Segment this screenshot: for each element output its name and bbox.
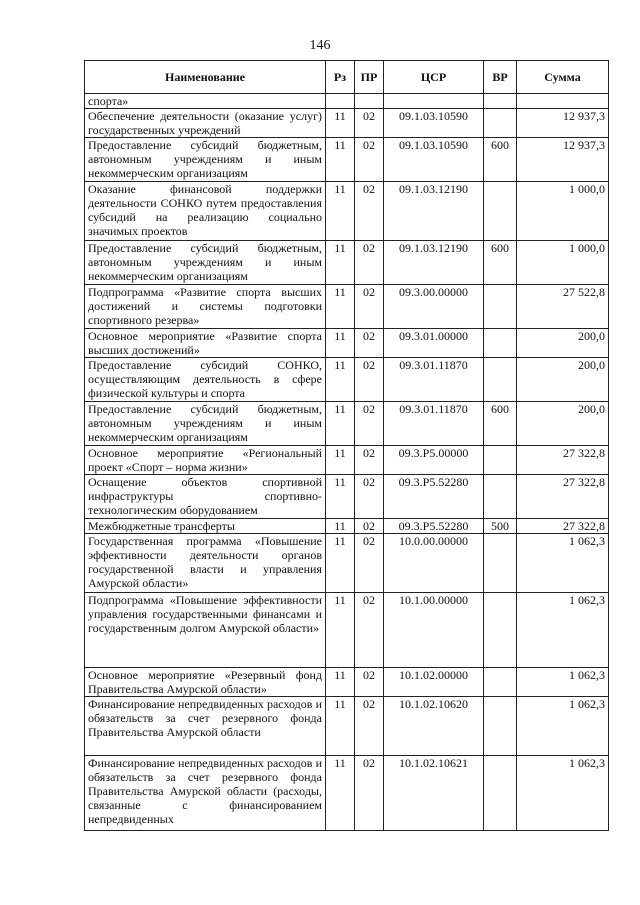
column-header-name: Наименование (85, 61, 326, 94)
row-sum: 12 937,3 (517, 109, 609, 138)
column-header-csr: ЦСР (384, 61, 484, 94)
row-vr (484, 109, 517, 138)
table-row (85, 475, 609, 519)
row-pr: 02 (355, 109, 384, 138)
row-vr (484, 534, 517, 593)
row-pr: 02 (355, 446, 384, 475)
row-rz: 11 (326, 593, 355, 668)
row-sum: 27 522,8 (517, 285, 609, 329)
page-number: 146 (309, 38, 331, 53)
row-pr: 02 (355, 182, 384, 241)
row-pr: 02 (355, 534, 384, 593)
row-name: Предоставление субсидий бюджетным, автономным учреждениям и иным некоммерческим организациям (85, 402, 326, 446)
column-header-pr: ПР (355, 61, 384, 94)
row-name: Финансирование непредвиденных расходов и обязательств за счет резервного фонда Правительства Амурской области (85, 697, 326, 756)
table-row (85, 756, 609, 831)
table-row (85, 182, 609, 241)
row-name: Основное мероприятие «Развитие спорта высших достижений» (85, 329, 326, 358)
row-rz: 11 (326, 402, 355, 446)
table-row (85, 329, 609, 358)
row-vr (484, 94, 517, 109)
row-sum: 1 000,0 (517, 241, 609, 285)
row-pr: 02 (355, 697, 384, 756)
row-name: Подпрограмма «Развитие спорта высших достижений и системы подготовки спортивного резерва» (85, 285, 326, 329)
row-name: Основное мероприятие «Резервный фонд Правительства Амурской области» (85, 668, 326, 697)
row-name: Предоставление субсидий бюджетным, автономным учреждениям и иным некоммерческим организациям (85, 138, 326, 182)
row-csr: 09.1.03.10590 (384, 138, 484, 182)
row-csr: 10.0.00.00000 (384, 534, 484, 593)
row-pr: 02 (355, 329, 384, 358)
row-name: Основное мероприятие «Региональный проект «Спорт – норма жизни» (85, 446, 326, 475)
row-name: Финансирование непредвиденных расходов и обязательств за счет резервного фонда Правительства Амурской области (расходы, связанные с финансированием непредвиденных (85, 756, 326, 831)
row-sum: 1 062,3 (517, 534, 609, 593)
row-vr (484, 593, 517, 668)
row-vr (484, 285, 517, 329)
row-rz: 11 (326, 446, 355, 475)
row-csr: 09.3.01.11870 (384, 402, 484, 446)
row-sum: 27 322,8 (517, 475, 609, 519)
table-row (85, 358, 609, 402)
row-rz: 11 (326, 182, 355, 241)
row-sum: 12 937,3 (517, 138, 609, 182)
row-sum: 1 062,3 (517, 593, 609, 668)
budget-table (84, 60, 609, 831)
row-vr (484, 756, 517, 831)
row-vr (484, 446, 517, 475)
table-row (85, 402, 609, 446)
row-csr: 10.1.02.10620 (384, 697, 484, 756)
row-rz: 11 (326, 138, 355, 182)
row-pr: 02 (355, 519, 384, 534)
row-pr: 02 (355, 138, 384, 182)
row-csr: 10.1.02.00000 (384, 668, 484, 697)
row-rz: 11 (326, 697, 355, 756)
table-row (85, 109, 609, 138)
row-pr: 02 (355, 241, 384, 285)
row-sum: 27 322,8 (517, 446, 609, 475)
row-name: Предоставление субсидий бюджетным, автономным учреждениям и иным некоммерческим организациям (85, 241, 326, 285)
row-rz: 11 (326, 475, 355, 519)
row-vr (484, 668, 517, 697)
row-name: Подпрограмма «Повышение эффективности управления государственными финансами и государственным долгом Амурской области» (85, 593, 326, 668)
row-pr: 02 (355, 593, 384, 668)
row-csr: 09.3.00.00000 (384, 285, 484, 329)
table-row (85, 138, 609, 182)
row-rz: 11 (326, 109, 355, 138)
table-row (85, 593, 609, 668)
row-sum: 1 062,3 (517, 668, 609, 697)
row-sum: 200,0 (517, 402, 609, 446)
row-vr (484, 182, 517, 241)
row-sum (517, 94, 609, 109)
row-rz: 11 (326, 285, 355, 329)
row-vr: 600 (484, 138, 517, 182)
row-csr: 09.3.P5.52280 (384, 475, 484, 519)
row-name: Предоставление субсидий СОНКО, осуществляющим деятельность в сфере физической культуры и спорта (85, 358, 326, 402)
row-pr: 02 (355, 285, 384, 329)
table-row (85, 446, 609, 475)
row-pr (355, 94, 384, 109)
row-csr: 10.1.02.10621 (384, 756, 484, 831)
row-sum: 27 322,8 (517, 519, 609, 534)
column-header-rz: Рз (326, 61, 355, 94)
row-pr: 02 (355, 756, 384, 831)
row-sum: 1 062,3 (517, 756, 609, 831)
row-name: Государственная программа «Повышение эффективности деятельности органов государственной власти и управления Амурской области» (85, 534, 326, 593)
row-name: Межбюджетные трансферты (85, 519, 326, 534)
table-row (85, 94, 609, 109)
row-name: Обеспечение деятельности (оказание услуг) государственных учреждений (85, 109, 326, 138)
row-csr: 09.3.01.11870 (384, 358, 484, 402)
row-vr: 600 (484, 402, 517, 446)
table-row (85, 519, 609, 534)
table-row (85, 241, 609, 285)
row-csr: 09.1.03.12190 (384, 182, 484, 241)
row-sum: 200,0 (517, 358, 609, 402)
row-name: Оказание финансовой поддержки деятельности СОНКО путем предоставления субсидий на реализацию социально значимых проектов (85, 182, 326, 241)
row-vr (484, 475, 517, 519)
row-sum: 1 062,3 (517, 697, 609, 756)
row-pr: 02 (355, 402, 384, 446)
row-csr (384, 94, 484, 109)
table-row (85, 534, 609, 593)
row-vr (484, 358, 517, 402)
row-pr: 02 (355, 668, 384, 697)
table-row (85, 285, 609, 329)
row-rz: 11 (326, 756, 355, 831)
row-name: спорта» (85, 94, 326, 109)
row-csr: 09.3.P5.52280 (384, 519, 484, 534)
row-vr: 500 (484, 519, 517, 534)
table-header-row (85, 61, 609, 94)
column-header-vr: ВР (484, 61, 517, 94)
row-vr (484, 697, 517, 756)
row-rz: 11 (326, 668, 355, 697)
row-rz: 11 (326, 519, 355, 534)
row-pr: 02 (355, 358, 384, 402)
row-csr: 09.1.03.10590 (384, 109, 484, 138)
row-name: Оснащение объектов спортивной инфраструктуры спортивно-технологическим оборудованием (85, 475, 326, 519)
row-rz: 11 (326, 329, 355, 358)
row-rz (326, 94, 355, 109)
row-sum: 1 000,0 (517, 182, 609, 241)
row-rz: 11 (326, 358, 355, 402)
row-csr: 09.3.01.00000 (384, 329, 484, 358)
row-rz: 11 (326, 534, 355, 593)
row-sum: 200,0 (517, 329, 609, 358)
row-vr: 600 (484, 241, 517, 285)
table-row (85, 668, 609, 697)
row-csr: 10.1.00.00000 (384, 593, 484, 668)
column-header-sum: Сумма (517, 61, 609, 94)
row-csr: 09.1.03.12190 (384, 241, 484, 285)
row-vr (484, 329, 517, 358)
row-csr: 09.3.P5.00000 (384, 446, 484, 475)
table-row (85, 697, 609, 756)
row-pr: 02 (355, 475, 384, 519)
row-rz: 11 (326, 241, 355, 285)
